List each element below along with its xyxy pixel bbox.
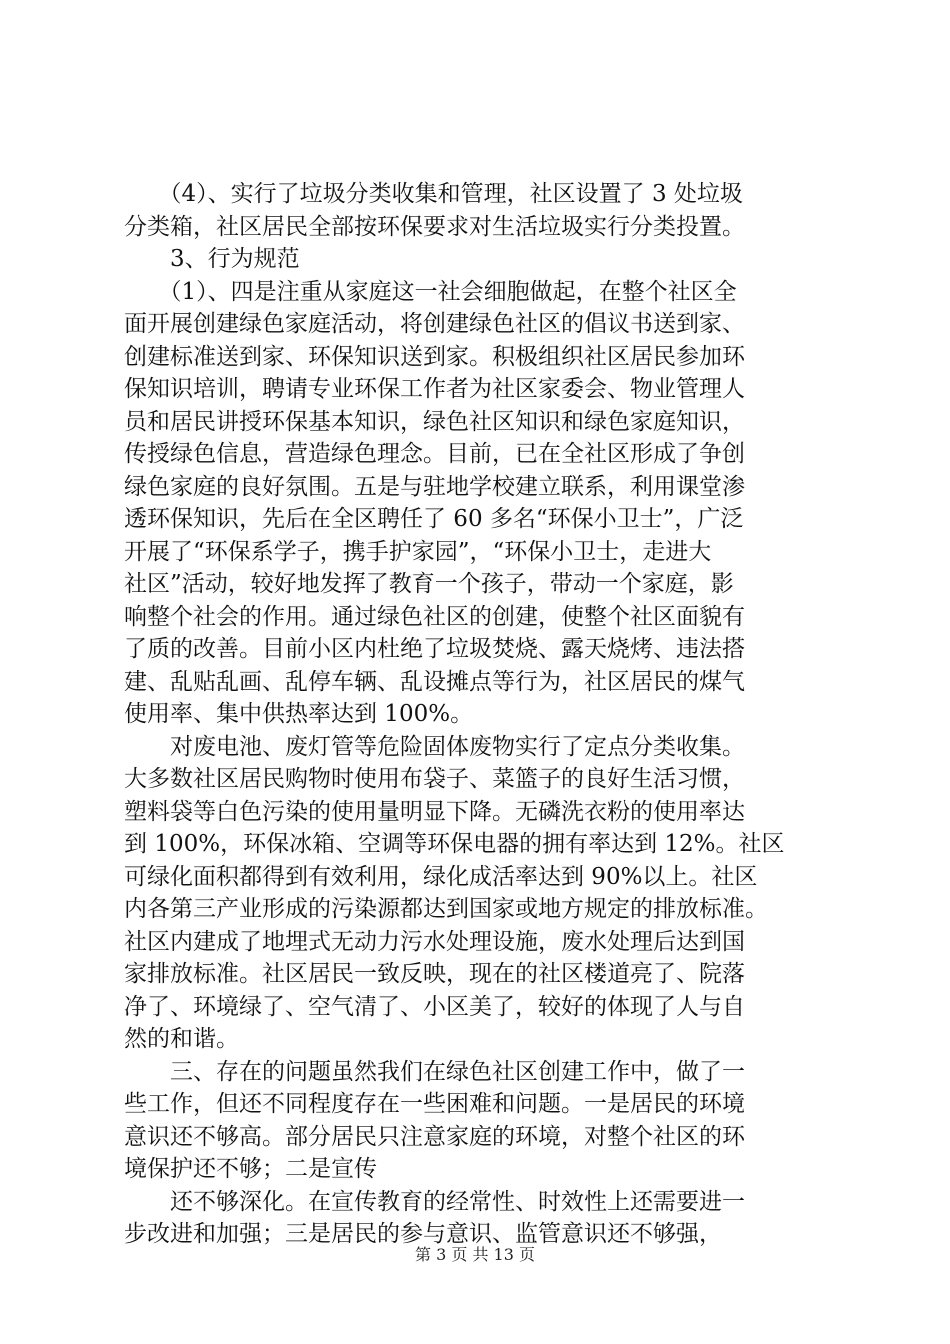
text-line: 传授绿色信息，营造绿色理念。目前，已在全社区形成了争创 [124, 441, 745, 467]
body-text [124, 178, 844, 1251]
text-line: 意识还不够高。部分居民只注意家庭的环境，对整个社区的环 [124, 1123, 745, 1150]
text-line: 社区”活动，较好地发挥了教育一个孩子，带动一个家庭，影 [124, 571, 734, 597]
text-line: 内各第三产业形成的污染源都达到国家或地方规定的排放标准。 [124, 896, 768, 922]
text-line: 对废电池、废灯管等危险固体废物实行了定点分类收集。 [124, 733, 745, 760]
text-line: 员和居民讲授环保基本知识，绿色社区知识和绿色家庭知识， [124, 408, 745, 435]
section-heading: 3、行为规范 [124, 246, 300, 272]
text-line: 家排放标准。社区居民一致反映，现在的社区楼道亮了、院落 [124, 961, 745, 987]
text-line: 使用率、集中供热率达到 100%。 [124, 701, 474, 727]
text-line: 然的和谐。 [124, 1026, 239, 1052]
text-line: 可绿化面积都得到有效利用，绿化成活率达到 90%以上。社区 [124, 863, 758, 890]
text-line: 开展了“环保系学子，携手护家园”，“环保小卫士，走进大 [124, 538, 712, 565]
text-line: 步改进和加强；三是居民的参与意识、监管意识还不够强， [124, 1221, 722, 1247]
text-line: 保知识培训，聘请专业环保工作者为社区家委会、物业管理人 [124, 376, 745, 402]
text-line: 到 100%，环保冰箱、空调等环保电器的拥有率达到 12%。社区 [124, 831, 785, 857]
text-line: 建、乱贴乱画、乱停车辆、乱设摊点等行为，社区居民的煤气 [124, 668, 745, 695]
text-line: 些工作，但还不同程度存在一些困难和问题。一是居民的环境 [124, 1091, 745, 1117]
text-line: 了质的改善。目前小区内杜绝了垃圾焚烧、露天烧烤、违法搭 [124, 636, 745, 662]
text-line: 社区内建成了地埋式无动力污水处理设施，废水处理后达到国 [124, 928, 745, 955]
page-footer: 第 3 页 共 13 页 [415, 1245, 535, 1264]
text-line: （4）、实行了垃圾分类收集和管理，社区设置了 3 处垃圾 [124, 181, 743, 207]
text-line: 塑料袋等白色污染的使用量明显下降。无磷洗衣粉的使用率达 [124, 798, 745, 825]
text-line: 还不够深化。在宣传教育的经常性、时效性上还需要进一 [124, 1188, 745, 1215]
text-line: 响整个社会的作用。通过绿色社区的创建，使整个社区面貌有 [124, 603, 745, 630]
text-line: （1）、四是注重从家庭这一社会细胞做起，在整个社区全 [124, 278, 737, 305]
text-line: 面开展创建绿色家庭活动，将创建绿色社区的倡议书送到家、 [124, 311, 745, 337]
text-line: 分类箱，社区居民全部按环保要求对生活垃圾实行分类投置。 [124, 213, 745, 240]
text-line: 净了、环境绿了、空气清了、小区美了，较好的体现了人与自 [124, 993, 745, 1020]
text-line: 绿色家庭的良好氛围。五是与驻地学校建立联系，利用课堂渗 [124, 473, 745, 500]
text-line: 透环保知识，先后在全区聘任了 60 多名“环保小卫士”，广泛 [124, 506, 744, 532]
text-line: 三、存在的问题虽然我们在绿色社区创建工作中，做了一 [124, 1058, 745, 1085]
text-line: 大多数社区居民购物时使用布袋子、菜篮子的良好生活习惯， [124, 766, 745, 792]
text-line: 创建标准送到家、环保知识送到家。积极组织社区居民参加环 [124, 343, 745, 370]
text-line: 境保护还不够；二是宣传 [124, 1156, 377, 1182]
